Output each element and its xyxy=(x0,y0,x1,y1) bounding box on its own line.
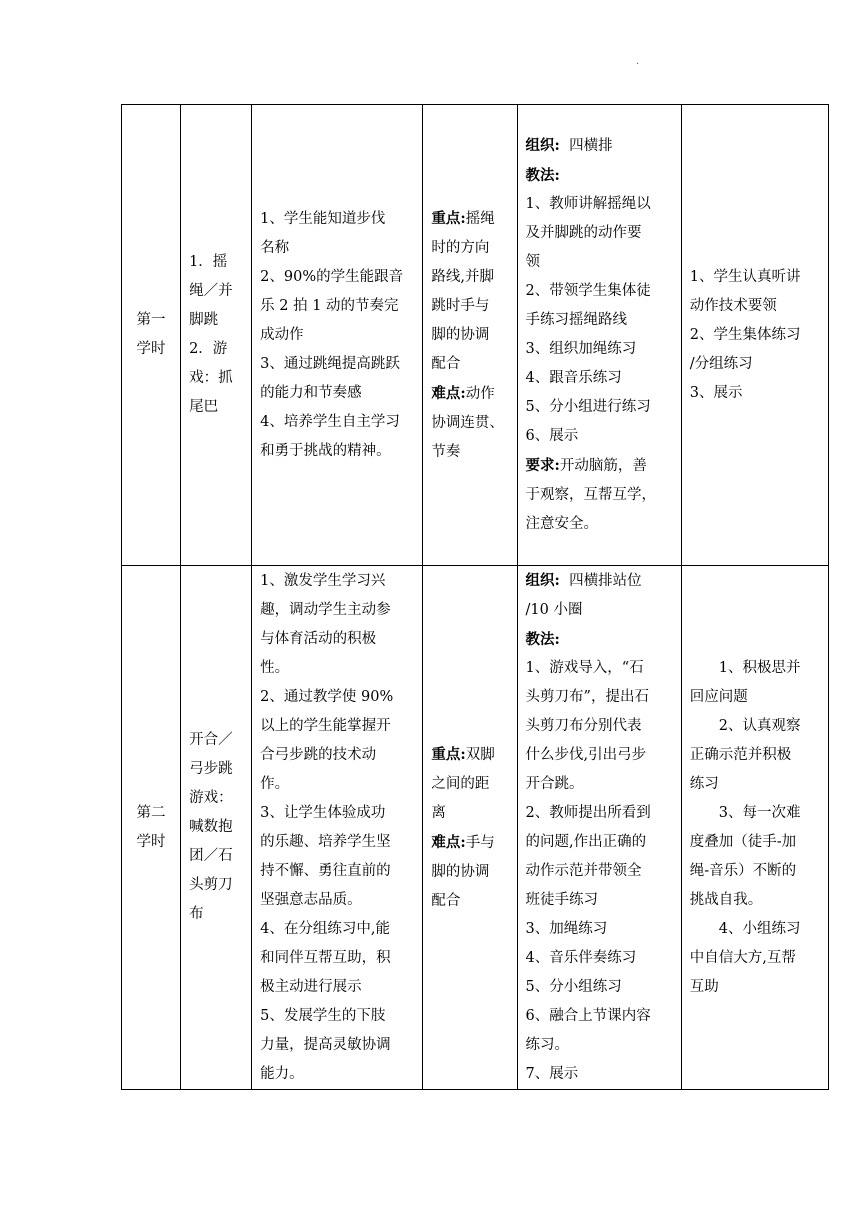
text-line: 绳／并 xyxy=(189,283,233,299)
text-line: 成动作 xyxy=(260,326,304,343)
text-line: 学时 xyxy=(136,833,166,850)
text-line: 练习。 xyxy=(525,1037,570,1053)
key-points-cell xyxy=(423,566,517,1090)
text-line: 2、90%的学生能跟音 xyxy=(260,268,404,285)
text-line: 1、激发学生学习兴 xyxy=(260,572,386,589)
text-line: 跳时手与 xyxy=(431,297,490,314)
method-cell xyxy=(517,566,681,1090)
text-line: 2、学生集体练习 xyxy=(689,326,801,343)
text-line: /10 小圈 xyxy=(525,602,583,618)
text-line: 四横排站位 xyxy=(569,573,642,589)
organization-label: 组织: xyxy=(525,137,560,154)
content-cell xyxy=(181,105,252,566)
text-line: 挑战自我。 xyxy=(689,891,763,908)
text-line: /分组练习 xyxy=(689,355,753,372)
key-points-cell xyxy=(423,105,517,566)
text-line: 4、在分组练习中,能 xyxy=(260,920,391,937)
text-line: 头剪刀布”，提出石 xyxy=(525,689,649,705)
text-line: 及并脚跳的动作要 xyxy=(525,225,642,241)
text-line: 第二 xyxy=(136,804,166,821)
text-line: 协调连贯、 xyxy=(431,414,504,431)
text-line: 6、融合上节课内容 xyxy=(525,1008,651,1024)
student-activity-cell xyxy=(681,566,828,1090)
text-line: 与体育活动的积极 xyxy=(260,630,377,647)
text-line: 6、展示 xyxy=(525,428,579,444)
text-line: 脚跳 xyxy=(189,312,219,328)
text-line: 2、通过教学使 90% xyxy=(260,688,394,705)
difficulty-label: 难点: xyxy=(431,384,466,402)
text-line: 领 xyxy=(525,254,541,270)
text-line: 第一 xyxy=(136,312,166,328)
text-line: 离 xyxy=(431,804,446,821)
text-line: 头剪刀 xyxy=(189,877,233,893)
text-line: 双脚 xyxy=(465,746,495,763)
text-line: 于观察，互帮互学， xyxy=(525,487,657,503)
text-line: 2、教师提出所看到 xyxy=(525,805,651,821)
text-line: 之间的距 xyxy=(431,775,490,792)
text-line: 坚强意志品质。 xyxy=(260,891,362,908)
lesson-plan-table xyxy=(121,104,829,1090)
content-cell xyxy=(181,566,252,1090)
text-line: 摇绳 xyxy=(465,210,495,227)
text-line: 弓步跳 xyxy=(189,761,233,777)
text-line: 1、学生能知道步伐 xyxy=(260,210,386,227)
period-cell xyxy=(122,105,181,566)
text-line: 1、积极思并 xyxy=(718,659,801,676)
text-line: 动作 xyxy=(465,385,495,402)
text-line: 团／石 xyxy=(189,848,233,864)
method-cell xyxy=(517,105,681,566)
text-line: 互助 xyxy=(689,978,719,995)
text-line: 开合跳。 xyxy=(525,776,584,792)
text-line: 的能力和节奏感 xyxy=(260,384,362,401)
organization-label: 组织: xyxy=(525,572,560,589)
text-line: 2、带领学生集体徒 xyxy=(525,283,651,299)
text-line: 能力。 xyxy=(260,1065,304,1082)
text-line: 时的方向 xyxy=(431,239,490,256)
text-line: 力量，提高灵敏协调 xyxy=(260,1036,391,1053)
header-mark: . xyxy=(636,56,640,67)
text-line: 尾巴 xyxy=(189,399,219,415)
focus-label: 重点: xyxy=(431,209,466,227)
text-line: 手练习摇绳路线 xyxy=(525,312,628,328)
text-line: 性。 xyxy=(260,659,290,676)
text-line: 4、小组练习 xyxy=(718,920,801,937)
text-line: 3、展示 xyxy=(689,384,743,401)
text-line: 趣，调动学生主动参 xyxy=(260,601,391,618)
text-line: 脚的协调 xyxy=(431,326,490,343)
text-line: 4、培养学生自主学习 xyxy=(260,413,400,430)
text-line: 配合 xyxy=(431,355,461,372)
text-line: 5、分小组练习 xyxy=(525,979,622,995)
text-line: 4、音乐伴奏练习 xyxy=(525,950,637,966)
text-line: 3、每一次难 xyxy=(718,804,801,821)
text-line: 动作示范并带领全 xyxy=(525,863,642,879)
text-line: 2、认真观察 xyxy=(718,717,801,734)
teaching-method-label: 教法: xyxy=(525,167,560,184)
text-line: 的乐趣、培养学生坚 xyxy=(260,833,391,850)
text-line: 练习 xyxy=(689,775,719,792)
text-line: 1．摇 xyxy=(189,254,228,270)
teaching-method-label: 教法: xyxy=(525,631,560,648)
text-line: 7、展示 xyxy=(525,1066,579,1082)
text-line: 3、让学生体验成功 xyxy=(260,804,386,821)
text-line: 布 xyxy=(189,906,204,922)
focus-label: 重点: xyxy=(431,745,466,763)
text-line: 持不懈、勇往直前的 xyxy=(260,862,391,879)
text-line: 3、组织加绳练习 xyxy=(525,341,637,357)
period-cell xyxy=(122,566,181,1090)
table-row xyxy=(122,105,829,566)
text-line: 4、跟音乐练习 xyxy=(525,370,622,386)
text-line: 1、学生认真听讲 xyxy=(689,268,801,285)
text-line: 绳-音乐）不断的 xyxy=(689,862,797,879)
difficulty-label: 难点: xyxy=(431,833,466,851)
table-row xyxy=(122,566,829,1090)
text-line: 5、分小组进行练习 xyxy=(525,399,651,415)
text-line: 节奏 xyxy=(431,443,461,460)
text-line: 游戏： xyxy=(189,790,233,806)
text-line: 和勇于挑战的精神。 xyxy=(260,442,391,459)
text-line: 动作技术要领 xyxy=(689,297,777,314)
text-line: 中自信大方,互帮 xyxy=(689,949,796,966)
text-line: 配合 xyxy=(431,892,461,909)
text-line: 手与 xyxy=(465,834,495,851)
text-line: 3、通过跳绳提高跳跃 xyxy=(260,355,400,372)
text-line: 正确示范并积极 xyxy=(689,746,792,763)
text-line: 回应问题 xyxy=(689,688,748,705)
text-line: 戏：抓 xyxy=(189,370,233,386)
text-line: 名称 xyxy=(260,239,290,256)
text-line: 以上的学生能掌握开 xyxy=(260,717,391,734)
text-line: 乐 2 拍 1 动的节奏完 xyxy=(260,297,399,314)
text-line: 度叠加（徒手-加 xyxy=(689,833,797,850)
text-line: 学时 xyxy=(136,341,166,357)
text-line: 开合／ xyxy=(189,732,233,748)
requirement-label: 要求: xyxy=(525,457,560,474)
text-line: 3、加绳练习 xyxy=(525,921,608,937)
text-line: 1、游戏导入，“石 xyxy=(525,660,644,676)
text-line: 什么步伐,引出弓步 xyxy=(525,747,647,763)
text-line: 脚的协调 xyxy=(431,863,490,880)
text-line: 头剪刀布分别代表 xyxy=(525,718,642,734)
text-line: 开动脑筋，善 xyxy=(559,458,647,474)
text-line: 合弓步跳的技术动 xyxy=(260,746,377,763)
text-line: 喊数抱 xyxy=(189,819,233,835)
text-line: 的问题,作出正确的 xyxy=(525,834,647,850)
text-line: 注意安全。 xyxy=(525,516,599,532)
text-line: 和同伴互帮互助，积 xyxy=(260,949,391,966)
text-line: 极主动进行展示 xyxy=(260,978,362,995)
text-line: 班徒手练习 xyxy=(525,892,599,908)
goals-cell xyxy=(252,566,423,1090)
text-line: 路线,并脚 xyxy=(431,268,495,285)
text-line: 四横排 xyxy=(569,138,613,154)
text-line: 5、发展学生的下肢 xyxy=(260,1007,386,1024)
student-activity-cell xyxy=(681,105,828,566)
text-line: 作。 xyxy=(260,775,290,792)
goals-cell xyxy=(252,105,423,566)
text-line: 2．游 xyxy=(189,341,228,357)
text-line: 1、教师讲解摇绳以 xyxy=(525,196,651,212)
